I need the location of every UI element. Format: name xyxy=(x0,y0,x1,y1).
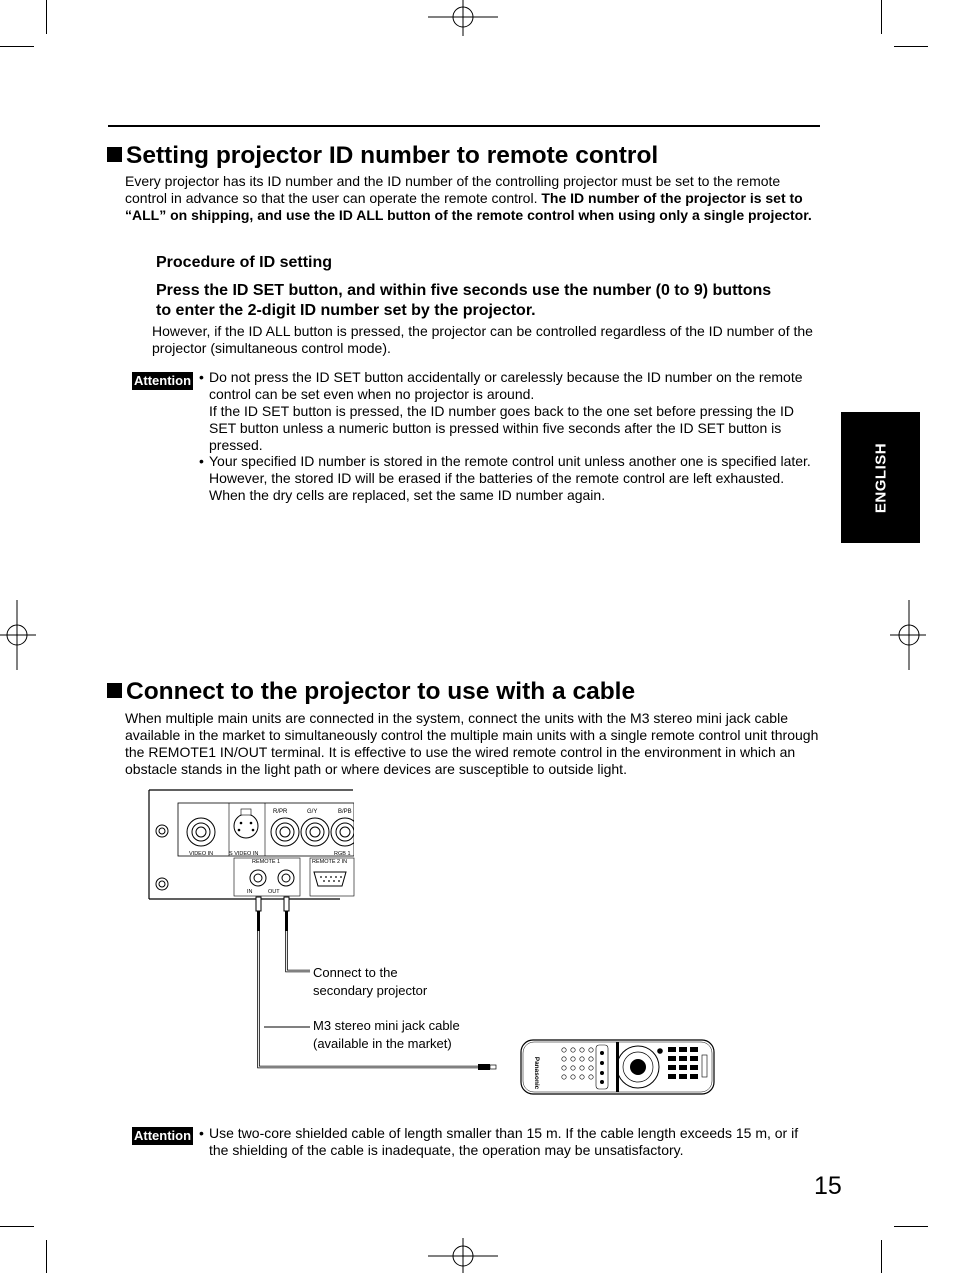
heading-text: Connect to the projector to use with a cable xyxy=(126,678,636,705)
step-line: to enter the 2-digit ID number set by the projector. xyxy=(156,302,536,319)
bullet-line: the shielding of the cable is inadequate, the operation may be unsatisfactory. xyxy=(209,1142,684,1158)
label-in: IN xyxy=(247,889,253,895)
language-tab xyxy=(841,412,920,543)
intro-bold-text: “ALL” on shipping, and use the ID ALL button of the remote control when using only a single projector. xyxy=(125,207,812,223)
label-video-in: VIDEO IN xyxy=(189,851,214,857)
crop-mark xyxy=(46,1240,47,1273)
intro-text: control in advance so that the user can operate the remote control. xyxy=(125,190,542,206)
intro-line xyxy=(125,207,825,224)
label-bpb: B/PB xyxy=(338,809,352,815)
label-rpr: R/PR xyxy=(273,809,288,815)
section-heading-id-setting xyxy=(107,142,658,170)
crop-mark xyxy=(894,46,928,47)
crop-mark xyxy=(881,0,882,34)
step-line: Press the ID SET button, and within five seconds use the number (0 to 9) buttons xyxy=(156,282,772,299)
bullet-line: However, the stored ID will be erased if the batteries of the remote control are left exhausted. xyxy=(209,470,785,486)
registration-mark-left xyxy=(0,600,36,670)
attention-bullet xyxy=(199,453,829,504)
callout-cable xyxy=(313,1017,460,1053)
bullet-line: When the dry cells are replaced, set the same ID number again. xyxy=(209,487,606,503)
intro-line: obstacle stands in the light path or where devices are susceptible to outside light. xyxy=(125,761,627,777)
crop-mark xyxy=(894,1226,928,1227)
registration-mark-bottom xyxy=(428,1238,498,1273)
intro-line: available in the market to simultaneously control the multiple main units with a single remote control unit through xyxy=(125,727,819,743)
remote-control-illustration xyxy=(521,1040,714,1094)
section-rule xyxy=(108,125,820,127)
bullet-line: Do not press the ID SET button accidentally or carelessly because the ID number on the remote xyxy=(209,369,803,385)
label-gy: G/Y xyxy=(307,809,318,815)
note-line: However, if the ID ALL button is pressed, the projector can be controlled regardless of the ID number of the xyxy=(152,323,813,339)
intro-bold-text: The ID number of the projector is set to xyxy=(541,190,803,206)
attention-bullet xyxy=(199,1125,829,1159)
procedure-title: Procedure of ID setting xyxy=(156,254,333,271)
heading-text: Setting projector ID number to remote control xyxy=(126,142,659,169)
registration-mark-right xyxy=(890,600,926,670)
procedure-step xyxy=(156,281,836,321)
square-bullet-icon xyxy=(107,147,122,162)
crop-mark xyxy=(0,46,34,47)
crop-mark xyxy=(46,0,47,34)
callout-secondary-projector xyxy=(313,964,427,1000)
bullet-line: control can be set even when no projector is around. xyxy=(209,386,535,402)
bullet-symbol: • xyxy=(199,453,204,469)
callout-line: M3 stereo mini jack cable xyxy=(313,1018,460,1033)
bullet-line: If the ID SET button is pressed, the ID number goes back to the one set before pressing the ID xyxy=(209,403,794,419)
bullet-line: pressed. xyxy=(209,437,263,453)
bullet-line: Use two-core shielded cable of length smaller than 15 m. If the cable length exceeds 15 m, or if xyxy=(209,1125,799,1141)
registration-mark-top xyxy=(428,0,498,36)
remote-brand-label: Panasonic xyxy=(533,1056,540,1090)
bullet-line: Your specified ID number is stored in the remote control unit unless another one is specified later. xyxy=(209,453,811,469)
label-svideo-in: S VIDEO IN xyxy=(229,851,259,857)
note-line: projector (simultaneous control mode). xyxy=(152,340,391,356)
cable-intro-paragraph xyxy=(125,710,835,778)
attention-badge: Attention xyxy=(134,1128,192,1143)
attention-bullet xyxy=(199,369,829,454)
label-out: OUT xyxy=(268,889,280,895)
label-rgb: RGB 1 xyxy=(334,851,351,857)
bullet-symbol: • xyxy=(199,369,204,385)
intro-line: the REMOTE1 IN/OUT terminal. It is effective to use the wired remote control in the environment in which an xyxy=(125,744,796,760)
crop-mark xyxy=(881,1240,882,1273)
label-remote1: REMOTE 1 xyxy=(252,859,281,865)
callout-line: Connect to the xyxy=(313,965,398,980)
square-bullet-icon xyxy=(107,683,122,698)
bullet-symbol: • xyxy=(199,1125,204,1141)
page-number: 15 xyxy=(814,1172,842,1200)
crop-mark xyxy=(0,1226,34,1227)
attention-badge: Attention xyxy=(134,373,192,388)
language-tab-label: ENGLISH xyxy=(872,442,889,513)
section-heading-cable xyxy=(107,678,635,706)
intro-line xyxy=(125,190,825,207)
intro-line: Every projector has its ID number and the ID number of the controlling projector must be set to the remote xyxy=(125,173,781,189)
callout-line: (available in the market) xyxy=(313,1036,452,1051)
bullet-line: SET button unless a numeric button is pressed within five seconds after the ID SET button is xyxy=(209,420,782,436)
intro-line: When multiple main units are connected in the system, connect the units with the M3 stereo mini jack cable xyxy=(125,710,788,726)
callout-line: secondary projector xyxy=(313,983,428,998)
intro-paragraph xyxy=(125,173,825,224)
label-remote2: REMOTE 2 IN xyxy=(312,859,348,865)
procedure-note xyxy=(152,323,832,357)
